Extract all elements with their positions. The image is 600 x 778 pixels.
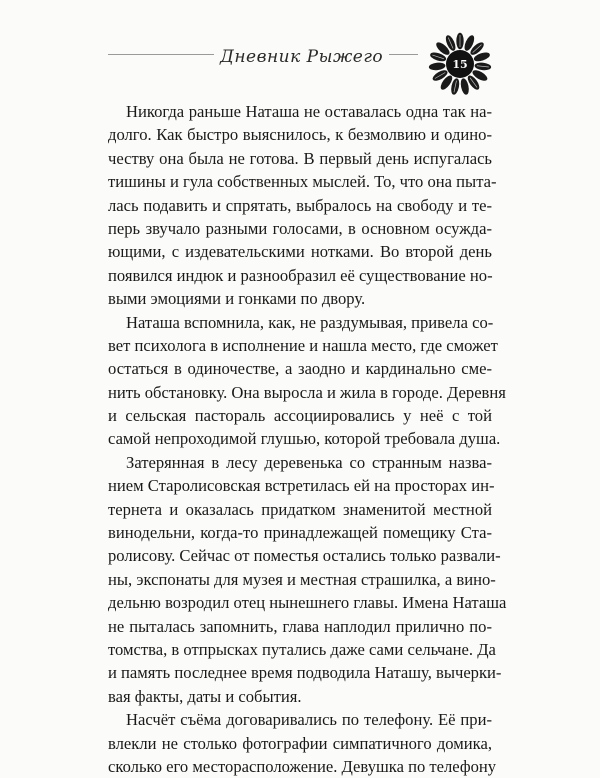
text-line: самой непроходимой глушью, которой требовала душа. (108, 429, 501, 449)
text-line: не пыталась запомнить, глава наплодил прилично по- (108, 616, 492, 636)
text-line: долго. Как быстро выяснилось, к безмолвию и одино- (108, 125, 492, 145)
text-line: ны, экспонаты для музея и местная страшилка, а вино- (108, 569, 496, 589)
paragraph (108, 708, 497, 778)
text-line: нием Старолисовская встретилась ей на просторах ин- (108, 476, 495, 496)
text-line: Насчёт съёма договаривались по телефону. Её при- (126, 710, 492, 730)
text-line: ролисову. Сейчас от поместья остались только развали- (108, 546, 501, 566)
text-line: и сельская пастораль ассоциировались у неё с той (108, 406, 492, 426)
text-line: честву она была не готова. В первый день испугалась (108, 148, 492, 168)
text-line: тишины и гула собственных мыслей. То, что она пыта- (108, 172, 497, 192)
text-line: остаться в одиночестве, а заодно и кардинально сме- (108, 359, 492, 379)
text-line: Наташа вспомнила, как, не раздумывая, привела со- (126, 312, 494, 332)
text-line: Затерянная в лесу деревенька со странным назва- (126, 452, 492, 472)
text-line: тернета и оказалась придатком знаменитой местной (108, 499, 492, 519)
body-text (108, 100, 507, 778)
text-line: перь звучало разными голосами, в основном осужда- (108, 218, 492, 238)
text-line: лась подавить и спрятать, выбралось на свободу и те- (108, 195, 492, 215)
text-line: нить обстановку. Она выросла и жила в городе. Деревня (108, 382, 506, 402)
paragraph (108, 311, 506, 451)
text-line: сколько его месторасположение. Девушка по телефону (108, 756, 497, 776)
text-line: выми эмоциями и гонками по двору. (108, 289, 366, 309)
page-number: 15 (452, 57, 468, 71)
text-line: винодельни, когда-то принадлежащей помещику Ста- (108, 523, 492, 543)
text-line: томства, в отпрысках путались даже сами сельчане. Да (108, 639, 496, 659)
text-line: ющими, с издевательскими нотками. Во второй день (108, 242, 492, 262)
text-line: дельню возродил отец нынешнего главы. Имена Наташа (108, 593, 507, 613)
text-line: появился индюк и разнообразил её существование но- (108, 265, 493, 285)
text-line: вет психолога в исполнение и нашла место, где сможет (108, 335, 498, 355)
paragraph (108, 100, 497, 311)
text-line: влекли не столько фотографии симпатичного домика, (108, 733, 492, 753)
running-title: Дневник Рыжего (214, 47, 389, 67)
text-line: и память последнее время подводила Наташу, вычерки- (108, 663, 502, 683)
text-line: Никогда раньше Наташа не оставалась одна так на- (126, 102, 492, 121)
text-line: вая факты, даты и события. (108, 686, 302, 706)
paragraph (108, 451, 507, 708)
